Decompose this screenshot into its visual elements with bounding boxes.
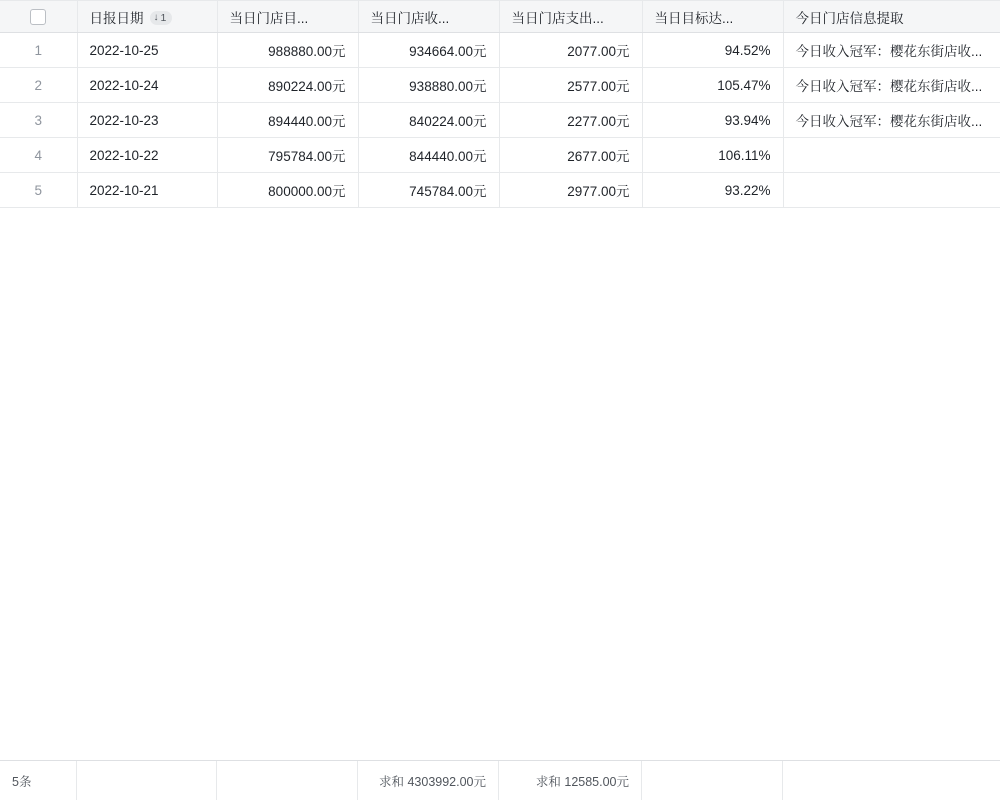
summary-bar [0,760,1000,800]
cell-spend[interactable]: 2577.00元 [499,68,642,103]
row-index: 4 [0,138,77,173]
cell-info[interactable]: 今日收入冠军：樱花东街店收... [783,103,1000,138]
cell-spend[interactable]: 2977.00元 [499,173,642,208]
column-header-info[interactable] [783,1,1000,33]
column-header-date[interactable] [77,1,217,33]
table-row[interactable] [0,173,1000,208]
table-header [0,1,1000,33]
column-header-goal-label: 当日门店目... [229,10,309,26]
cell-date[interactable]: 2022-10-21 [77,173,217,208]
cell-date[interactable]: 2022-10-23 [77,103,217,138]
summary-info[interactable] [783,761,1000,800]
row-count-label: 5条 [0,761,77,800]
row-index: 1 [0,33,77,68]
row-index: 5 [0,173,77,208]
header-row [0,1,1000,33]
cell-date[interactable]: 2022-10-24 [77,68,217,103]
cell-goal[interactable]: 890224.00元 [217,68,358,103]
data-table [0,0,1000,208]
cell-spend[interactable]: 2077.00元 [499,33,642,68]
select-all-checkbox[interactable] [30,9,46,25]
column-header-spend[interactable] [499,1,642,33]
column-header-goal[interactable] [217,1,358,33]
cell-rate[interactable]: 105.47% [642,68,783,103]
summary-goal[interactable] [217,761,358,800]
row-index: 2 [0,68,77,103]
cell-income[interactable]: 844440.00元 [358,138,499,173]
cell-date[interactable]: 2022-10-25 [77,33,217,68]
cell-info[interactable] [783,138,1000,173]
column-header-date-label: 日报日期 [89,10,144,26]
summary-income[interactable]: 求和 4303992.00元 [358,761,499,800]
table-row[interactable] [0,33,1000,68]
table-row[interactable] [0,103,1000,138]
cell-income[interactable]: 840224.00元 [358,103,499,138]
column-header-income[interactable] [358,1,499,33]
cell-rate[interactable]: 94.52% [642,33,783,68]
cell-date[interactable]: 2022-10-22 [77,138,217,173]
cell-goal[interactable]: 894440.00元 [217,103,358,138]
cell-rate[interactable]: 93.22% [642,173,783,208]
column-header-rate-label: 当日目标达... [654,10,734,26]
cell-info[interactable]: 今日收入冠军：樱花东街店收... [783,68,1000,103]
sort-order-number: 1 [160,11,167,24]
column-header-info-label: 今日门店信息提取 [795,10,904,26]
cell-income[interactable]: 938880.00元 [358,68,499,103]
column-header-spend-label: 当日门店支出... [511,10,604,26]
summary-spend[interactable]: 求和 12585.00元 [499,761,642,800]
summary-rate[interactable] [642,761,783,800]
table-body [0,33,1000,208]
cell-goal[interactable]: 795784.00元 [217,138,358,173]
cell-info[interactable]: 今日收入冠军：樱花东街店收... [783,33,1000,68]
cell-goal[interactable]: 988880.00元 [217,33,358,68]
column-header-rate[interactable] [642,1,783,33]
row-index: 3 [0,103,77,138]
sort-down-icon: ↓ [153,11,159,23]
cell-info[interactable] [783,173,1000,208]
cell-goal[interactable]: 800000.00元 [217,173,358,208]
table-row[interactable] [0,138,1000,173]
table-row[interactable] [0,68,1000,103]
cell-spend[interactable]: 2277.00元 [499,103,642,138]
select-all-header[interactable] [0,1,77,33]
cell-rate[interactable]: 106.11% [642,138,783,173]
cell-income[interactable]: 934664.00元 [358,33,499,68]
sort-indicator-badge[interactable] [150,11,173,25]
cell-rate[interactable]: 93.94% [642,103,783,138]
summary-date[interactable] [77,761,217,800]
column-header-income-label: 当日门店收... [370,10,450,26]
cell-spend[interactable]: 2677.00元 [499,138,642,173]
cell-income[interactable]: 745784.00元 [358,173,499,208]
